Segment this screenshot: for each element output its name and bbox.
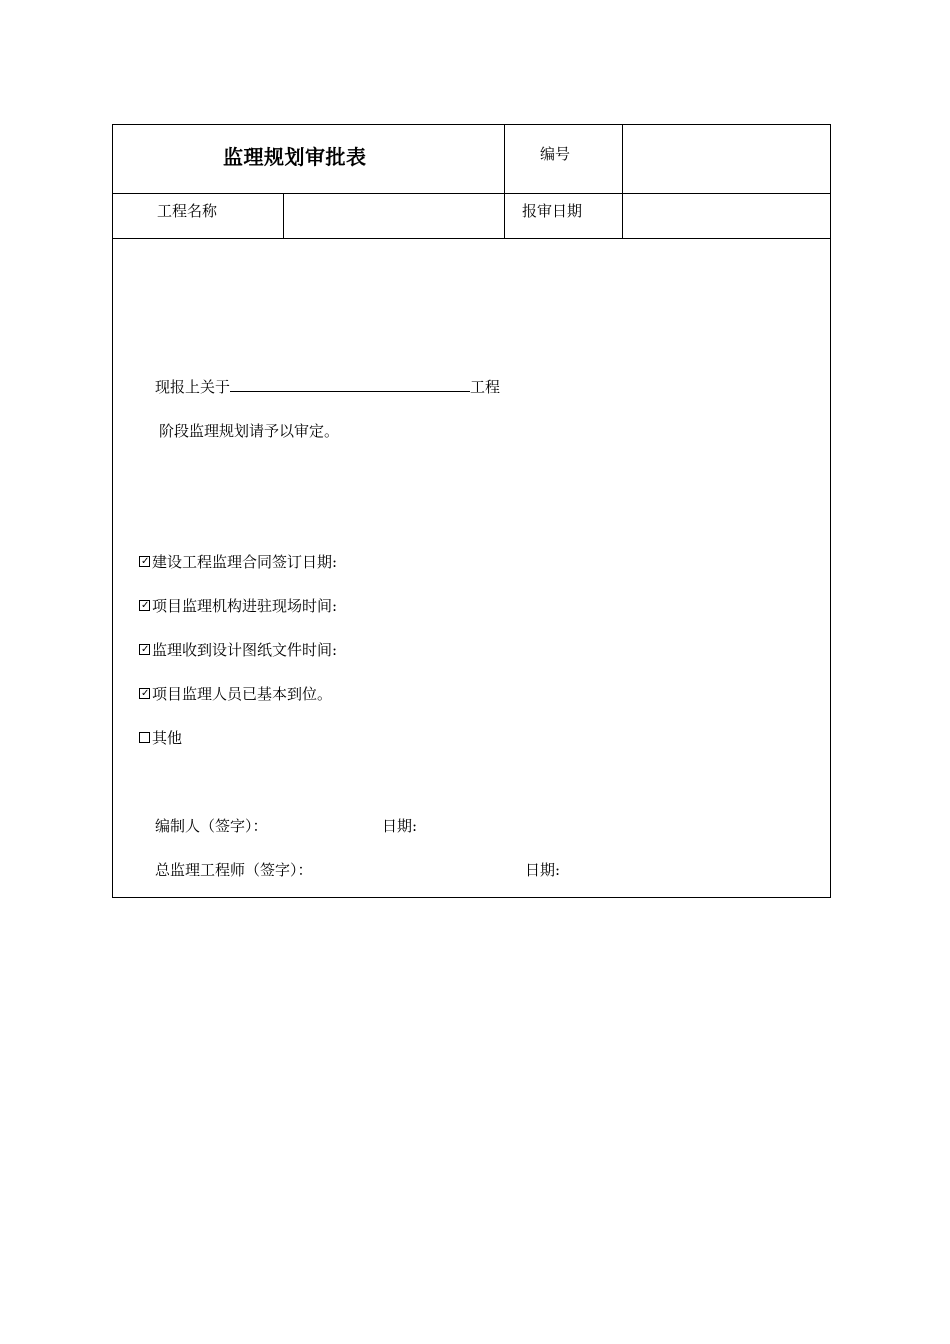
checklist-item-contract-date[interactable] xyxy=(139,551,337,572)
checkbox-checked-icon[interactable]: ✓ xyxy=(141,688,150,699)
checklist-item-site-entry[interactable] xyxy=(139,595,337,616)
number-label: 编号 xyxy=(540,145,571,163)
approval-form-table xyxy=(112,124,831,898)
checklist-label: 监理收到设计图纸文件时间: xyxy=(152,641,338,659)
col-divider-date-label xyxy=(622,193,623,238)
col-divider-number xyxy=(622,125,623,193)
row-divider-2 xyxy=(113,238,830,239)
intro-suffix: 工程 xyxy=(470,378,501,396)
col-divider-project-value xyxy=(504,193,505,238)
col-divider-project-label xyxy=(283,193,284,238)
chief-engineer-date-label: 日期: xyxy=(525,861,561,879)
checkbox-unchecked-icon[interactable] xyxy=(139,732,150,743)
checklist-item-drawings-received[interactable] xyxy=(139,639,337,660)
checkbox-checked-icon[interactable]: ✓ xyxy=(141,644,150,655)
intro-line-1 xyxy=(155,376,500,397)
col-divider-title xyxy=(504,125,505,193)
preparer-signature-label: 编制人（签字）： xyxy=(155,817,268,835)
checklist-label: 其他 xyxy=(152,729,183,747)
checkbox-checked-icon[interactable]: ✓ xyxy=(141,556,150,567)
intro-prefix: 现报上关于 xyxy=(155,378,231,396)
checklist-item-staff-in-place[interactable] xyxy=(139,683,332,704)
project-name-label: 工程名称 xyxy=(157,202,218,220)
submit-date-label: 报审日期 xyxy=(522,202,583,220)
chief-engineer-signature-label: 总监理工程师（签字）： xyxy=(155,861,313,879)
project-blank-field[interactable] xyxy=(230,377,470,392)
intro-line-2: 阶段监理规划请予以审定。 xyxy=(159,422,340,440)
checklist-label: 项目监理机构进驻现场时间: xyxy=(152,597,338,615)
row-divider-1 xyxy=(113,193,830,194)
checklist-item-other[interactable] xyxy=(139,727,182,748)
form-title: 监理规划审批表 xyxy=(223,145,367,169)
checkbox-checked-icon[interactable]: ✓ xyxy=(141,600,150,611)
checklist-label: 建设工程监理合同签订日期: xyxy=(152,553,338,571)
checklist-label: 项目监理人员已基本到位。 xyxy=(152,685,333,703)
preparer-date-label: 日期: xyxy=(382,817,418,835)
